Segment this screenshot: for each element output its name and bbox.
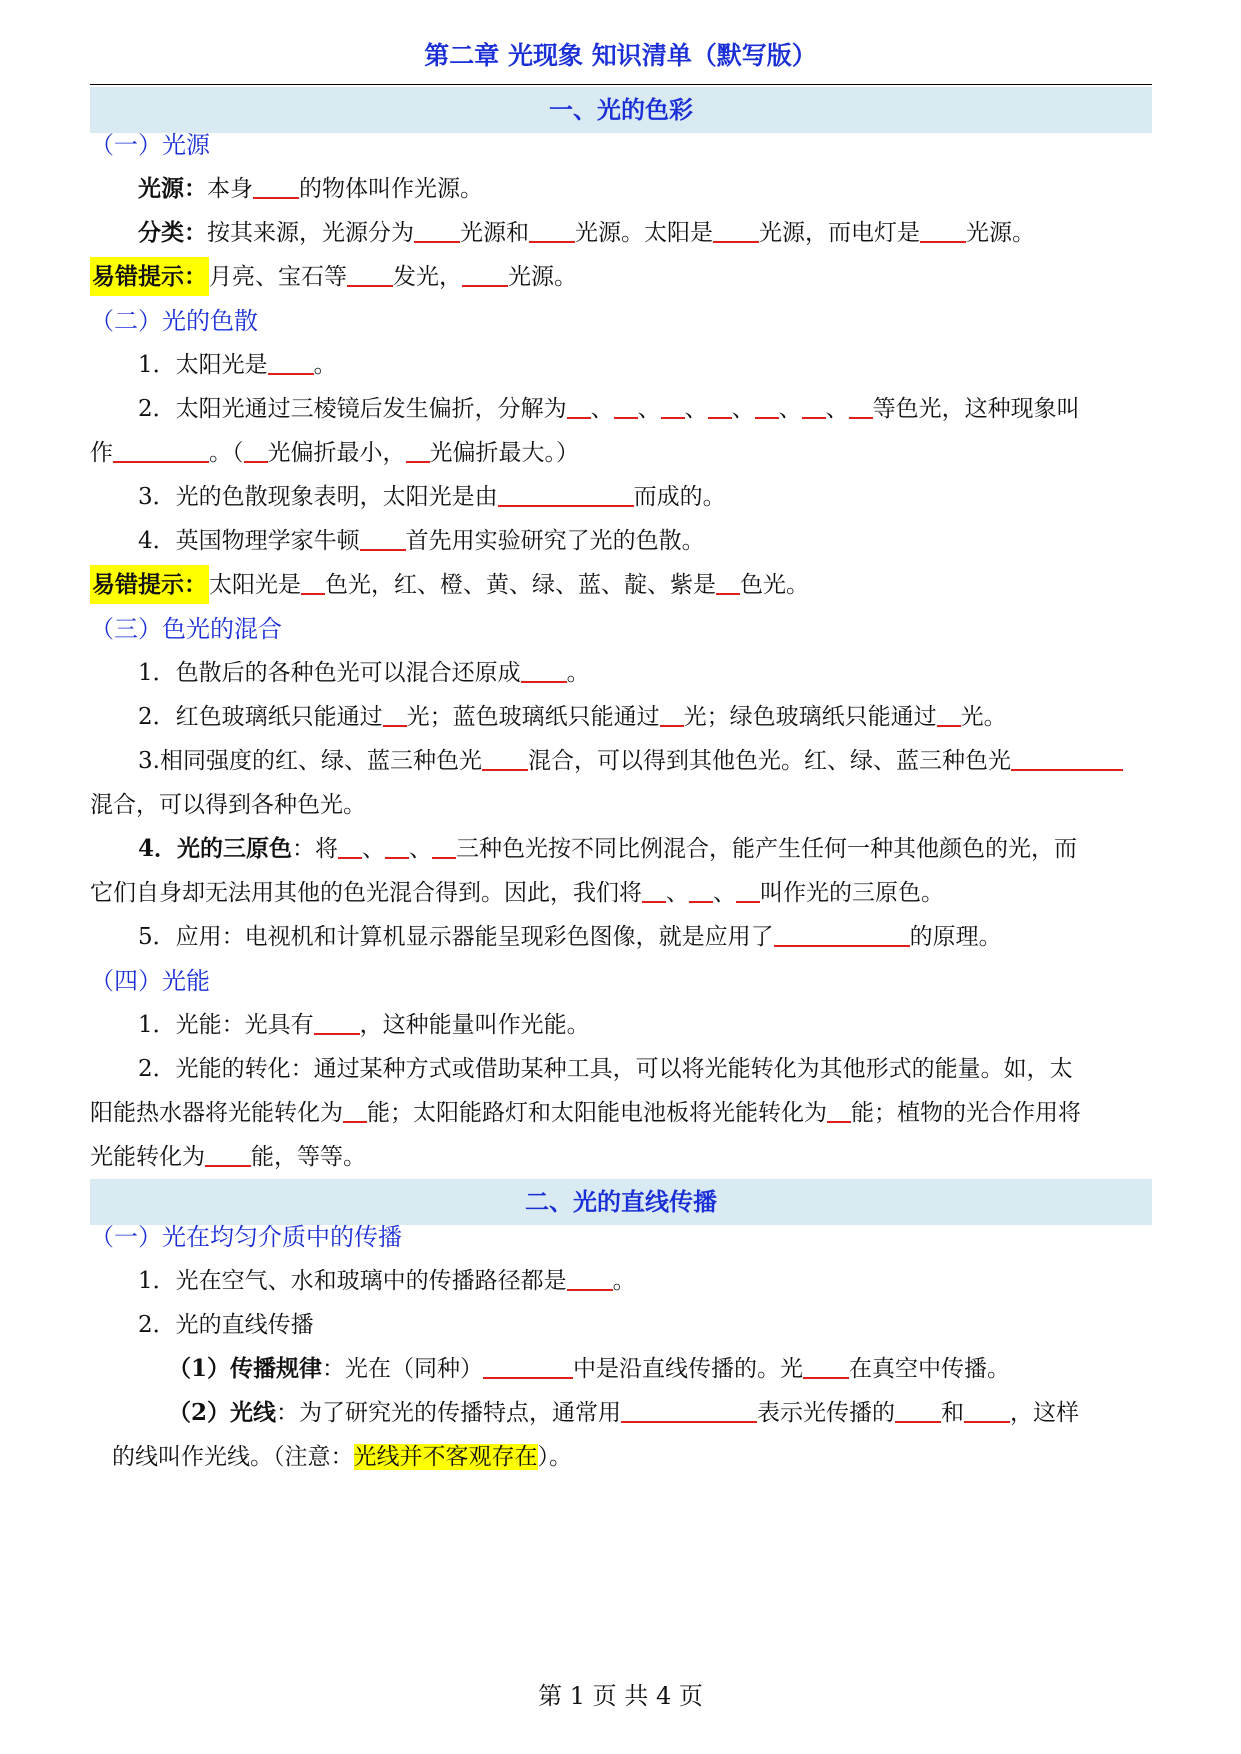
fill-blank[interactable] [385,833,409,859]
energy-item-1: 1．光能：光具有 ，这种能量叫作光能。 [138,1008,1152,1042]
subsection-dispersion: （二）光的色散 [90,307,258,335]
dispersion-item-4: 4．英国物理学家牛顿 首先用实验研究了光的色散。 [138,524,1152,558]
fill-blank[interactable] [268,349,314,375]
fill-blank[interactable] [406,437,430,463]
subsection-color-mixing: （三）色光的混合 [90,615,282,643]
subsection-uniform-medium: （一）光在均匀介质中的传播 [90,1223,402,1251]
mixing-item-5: 5．应用：电视机和计算机显示器能呈现彩色图像，就是应用了 的原理。 [138,920,1152,954]
fill-blank[interactable] [567,393,591,419]
document-title: 第二章 光现象 知识清单（默写版） [424,41,817,70]
dispersion-item-2: 2．太阳光通过三棱镜后发生偏折，分解为 、 、 、 、 、 、 等色光，这种现象叫 [138,392,1152,426]
error-tip-light-source: 易错提示：月亮、宝石等 发光， 光源。 [90,260,1152,294]
fill-blank[interactable] [432,833,456,859]
fill-blank[interactable] [895,1397,941,1423]
fill-blank[interactable] [529,217,575,243]
error-tip-label: 易错提示： [90,565,209,604]
error-tip-label: 易错提示： [90,257,209,296]
title-divider [90,84,1152,85]
fill-blank[interactable] [253,173,299,199]
propagation-item-2: 2．光的直线传播 [138,1312,314,1338]
mixing-item-1: 1．色散后的各种色光可以混合还原成 。 [138,656,1152,690]
mixing-item-3: 3.相同强度的红、绿、蓝三种色光 混合，可以得到其他色光。红、绿、蓝三种色光 [138,744,1152,778]
fill-blank[interactable] [498,481,634,507]
subsection-light-energy: （四）光能 [90,967,210,995]
fill-blank[interactable] [462,261,508,287]
fill-blank[interactable] [614,393,638,419]
fill-blank[interactable] [755,393,779,419]
fill-blank[interactable] [708,393,732,419]
section-heading-color-of-light: 一、光的色彩 [90,87,1152,133]
term-label: 光的三原色 [177,835,293,862]
propagation-item-1: 1．光在空气、水和玻璃中的传播路径都是 。 [138,1264,1152,1298]
fill-blank[interactable] [803,1353,849,1379]
fill-blank[interactable] [774,921,910,947]
fill-blank[interactable] [521,657,567,683]
fill-blank[interactable] [301,569,325,595]
fill-blank[interactable] [937,701,961,727]
fill-blank[interactable] [314,1009,360,1035]
fill-blank[interactable] [414,217,460,243]
light-ray-definition-cont: 的线叫作光线。（注意：光线并不客观存在）。 [112,1444,572,1470]
fill-blank[interactable] [567,1265,613,1291]
page-footer: 第 1 页 共 4 页 [538,1682,703,1710]
fill-blank[interactable] [660,701,684,727]
fill-blank[interactable] [716,569,740,595]
dispersion-item-1: 1．太阳光是 。 [138,348,1152,382]
error-tip-dispersion: 易错提示：太阳光是 色光，红、橙、黄、绿、蓝、靛、紫是 色光。 [90,568,1152,602]
fill-blank[interactable] [713,217,759,243]
mixing-item-4-cont: 它们自身却无法用其他的色光混合得到。因此，我们将 、 、 叫作光的三原色。 [90,876,1152,910]
subsection-light-source: （一）光源 [90,131,210,159]
mixing-item-4: 4．光的三原色：将 、 、 三种色光按不同比例混合，能产生任何一种其他颜色的光，而 [138,835,1078,862]
fill-blank[interactable] [360,525,406,551]
paragraph-light-source-definition: 光源：本身 的物体叫作光源。 [138,175,483,202]
fill-blank[interactable] [244,437,268,463]
fill-blank[interactable] [1011,745,1123,771]
dispersion-item-2-cont: 作 。（ 光偏折最小， 光偏折最大。） [90,436,1152,470]
mixing-item-2: 2．红色玻璃纸只能通过 光；蓝色玻璃纸只能通过 光；绿色玻璃纸只能通过 光。 [138,700,1152,734]
mixing-item-3-cont: 混合，可以得到各种色光。 [90,792,366,818]
fill-blank[interactable] [689,877,713,903]
energy-item-2: 2．光能的转化：通过某种方式或借助某种工具，可以将光能转化为其他形式的能量。如，太 [138,1056,1073,1082]
fill-blank[interactable] [205,1141,251,1167]
fill-blank[interactable] [621,1397,757,1423]
highlighted-note: 光线并不客观存在 [353,1444,538,1470]
fill-blank[interactable] [482,745,528,771]
section-heading-rectilinear-propagation: 二、光的直线传播 [90,1179,1152,1225]
term-label: 传播规律 [230,1355,323,1382]
light-ray-definition: （2）光线：为了研究光的传播特点，通常用 表示光传播的 和 ，这样 [168,1399,1080,1426]
fill-blank[interactable] [338,833,362,859]
fill-blank[interactable] [113,437,209,463]
energy-item-2-cont2: 光能转化为 能，等等。 [90,1140,1152,1174]
fill-blank[interactable] [383,701,407,727]
fill-blank[interactable] [661,393,685,419]
term-label: 光线 [230,1399,277,1426]
fill-blank[interactable] [483,1353,573,1379]
fill-blank[interactable] [343,1097,367,1123]
propagation-rule: （1）传播规律：光在（同种） 中是沿直线传播的。光 在真空中传播。 [168,1355,1011,1382]
paragraph-light-source-classification: 分类：按其来源，光源分为 光源和 光源。太阳是 光源，而电灯是 光源。 [138,219,1035,246]
fill-blank[interactable] [642,877,666,903]
fill-blank[interactable] [849,393,873,419]
fill-blank[interactable] [347,261,393,287]
dispersion-item-3: 3．光的色散现象表明，太阳光是由 而成的。 [138,480,1152,514]
fill-blank[interactable] [827,1097,851,1123]
fill-blank[interactable] [964,1397,1010,1423]
term-label: 光源： [138,175,207,202]
fill-blank[interactable] [920,217,966,243]
energy-item-2-cont: 阳能热水器将光能转化为 能；太阳能路灯和太阳能电池板将光能转化为 能；植物的光合作用将 [90,1096,1152,1130]
fill-blank[interactable] [736,877,760,903]
term-label: 分类： [138,219,207,246]
fill-blank[interactable] [802,393,826,419]
